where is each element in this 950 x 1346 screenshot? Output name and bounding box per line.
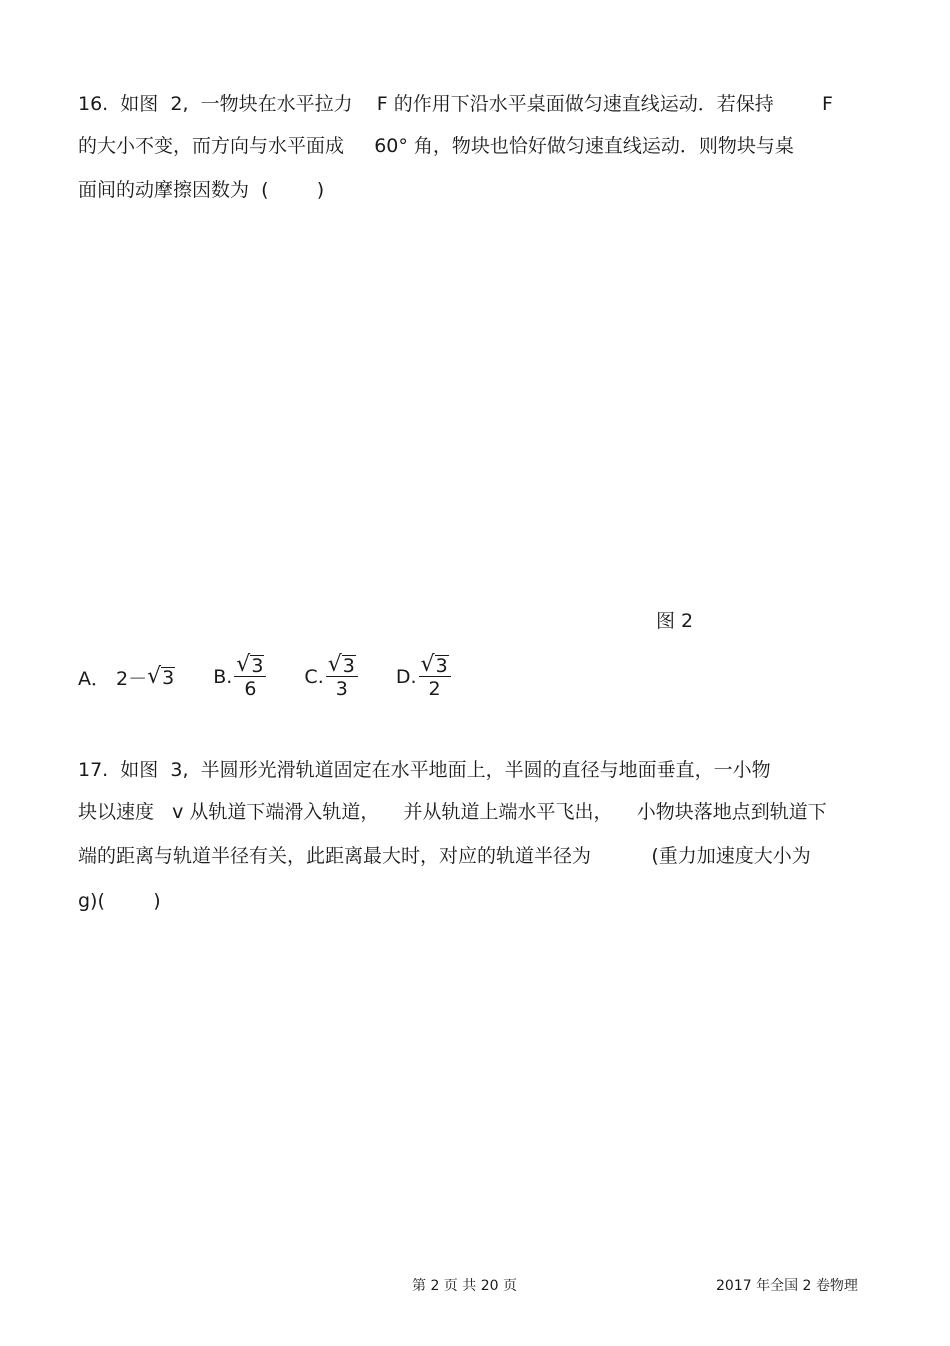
option-b	[213, 654, 266, 700]
q16-line-3: 面间的动摩擦因数为 ( )	[78, 179, 325, 201]
option-a-prefix: 2－	[116, 667, 148, 690]
option-b-fraction	[234, 654, 266, 700]
option-d-denominator: 2	[428, 678, 441, 700]
figure-2-caption: 图 2	[656, 610, 694, 632]
q17-line-2: 块以速度 v 从轨道下端滑入轨道， 并从轨道上端水平飞出， 小物块落地点到轨道下	[78, 801, 827, 823]
option-b-denominator: 6	[244, 678, 257, 700]
q16-options	[78, 650, 489, 704]
document-source: 2017 年全国 2 卷物理	[716, 1278, 858, 1294]
radical-sign: √	[327, 652, 342, 677]
option-b-label: B.	[213, 666, 233, 688]
option-d-label: D.	[395, 666, 417, 688]
option-a-label: A．	[78, 667, 110, 690]
option-c-denominator: 3	[335, 678, 348, 700]
q17-line-1: 17. 如图 3, 半圆形光滑轨道固定在水平地面上，半圆的直径与地面垂直，一小物	[78, 759, 771, 781]
page-number: 第 2 页 共 20 页	[412, 1278, 517, 1294]
option-c	[304, 654, 357, 700]
option-c-fraction	[326, 654, 358, 700]
q17-line-4: g)( )	[78, 890, 161, 912]
radical-sign: √	[420, 652, 435, 677]
option-d-numerator: 3	[435, 655, 448, 677]
option-c-numerator: 3	[342, 655, 355, 677]
option-a-sqrt	[147, 666, 175, 688]
q17-line-3: 端的距离与轨道半径有关，此距离最大时，对应的轨道半径为 (重力加速度大小为	[78, 845, 811, 867]
option-d	[396, 654, 451, 700]
option-a-radicand: 3	[162, 667, 175, 689]
q16-line-1: 16. 如图 2, 一物块在水平拉力 F 的作用下沿水平桌面做匀速直线运动．若保持 F	[78, 93, 833, 115]
radical-sign: √	[147, 664, 162, 689]
option-b-numerator: 3	[251, 655, 264, 677]
option-a	[78, 664, 175, 691]
q16-line-2: 的大小不变，而方向与水平面成 60° 角，物块也恰好做匀速直线运动．则物块与桌	[78, 135, 794, 157]
option-c-label: C.	[304, 666, 324, 688]
radical-sign: √	[236, 652, 251, 677]
option-d-fraction	[419, 654, 451, 700]
